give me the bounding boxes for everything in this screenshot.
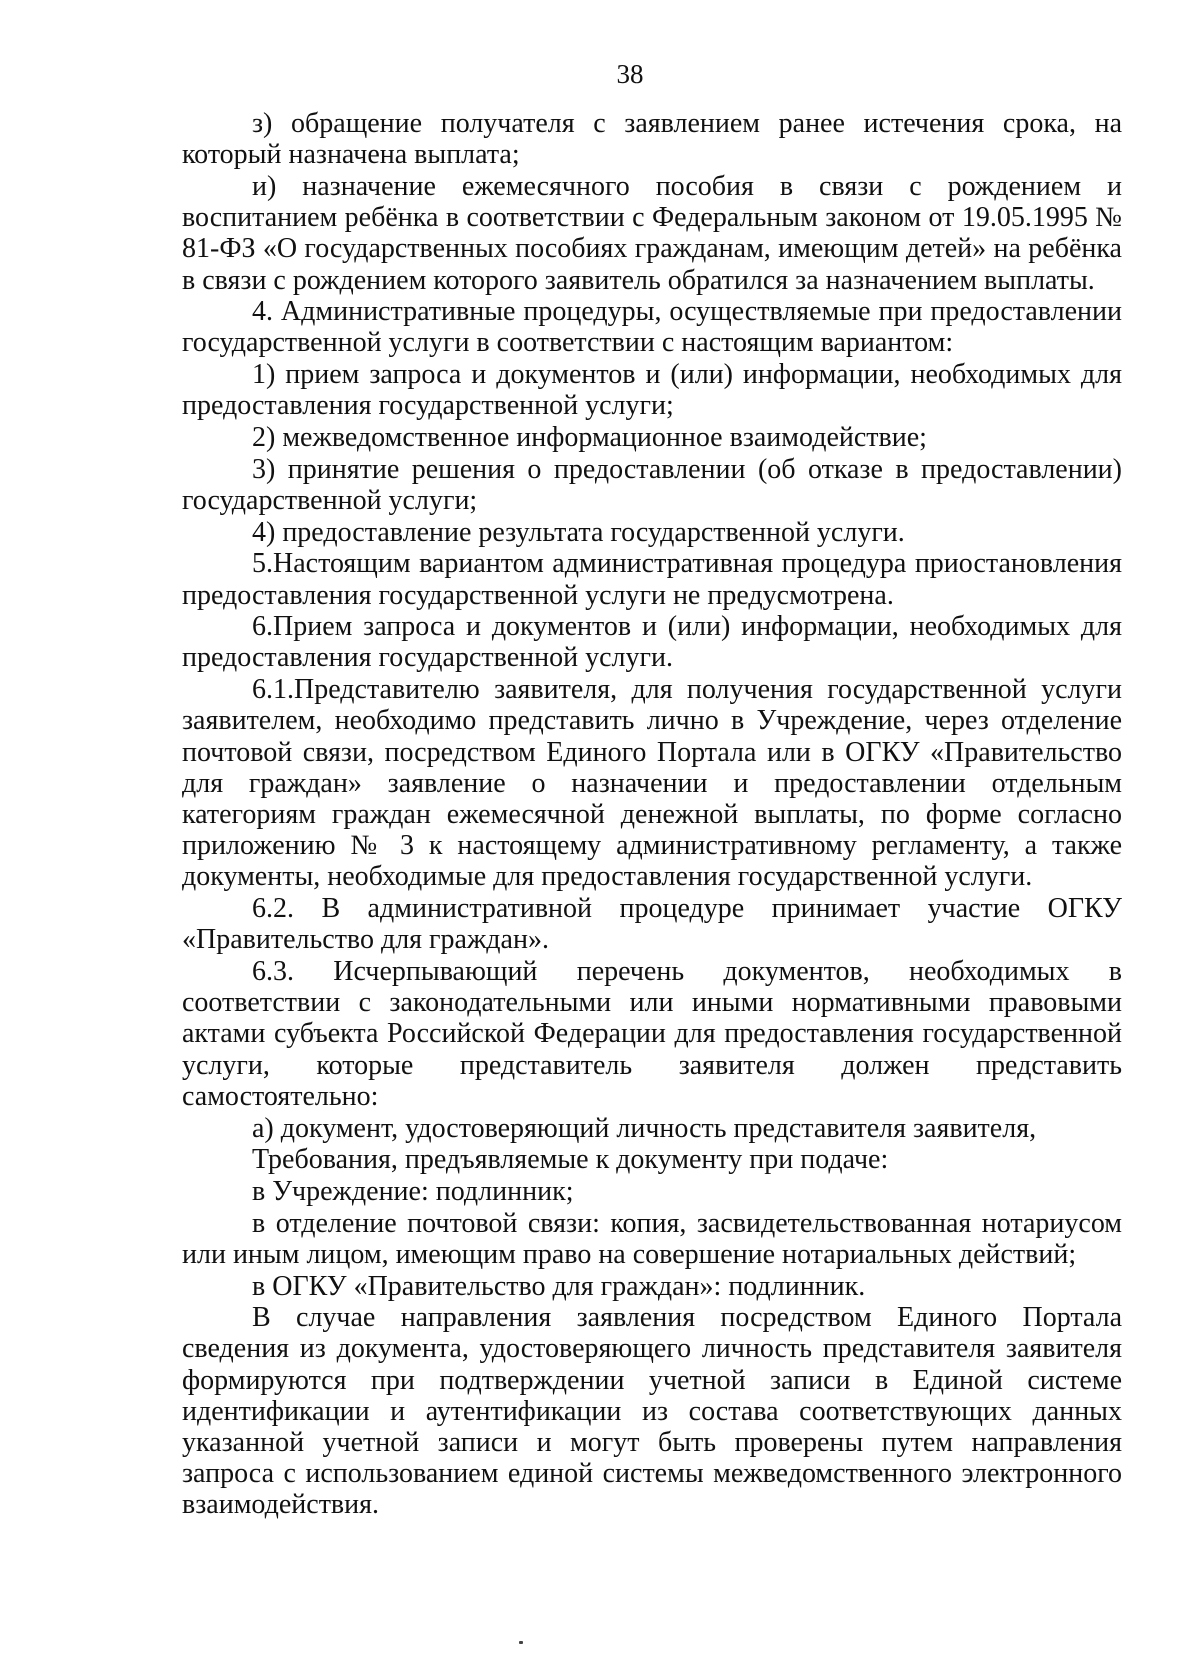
paragraph-6-3: 6.3. Исчерпывающий перечень документов, необходимых в соответствии с законодательными или иными нормативными правовыми актами субъекта Российской Федерации для предоставления государственной услуги, которые представитель заявителя должен представить самостоятельно: xyxy=(182,955,1122,1112)
page-number: 38 xyxy=(616,59,644,89)
paragraph-6: 6.Прием запроса и документов и (или) информации, необходимых для предоставления государственной услуги. xyxy=(182,611,1122,674)
paragraph-institution: в Учреждение: подлинник; xyxy=(252,1175,574,1207)
paragraph-portal: В случае направления заявления посредством Единого Портала сведения из документа, удостоверяющего личность представителя заявителя формируются при подтверждении учетной записи в Единой системе идентификации и аутентификации из состава соответствующих данных указанной учетной записи и могут быть проверены путем направления запроса с использованием единой системы межведомственного электронного взаимодействия. xyxy=(182,1302,1122,1521)
paragraph-post-office: в отделение почтовой связи: копия, засвидетельствованная нотариусом или иным лицом, имеющим право на совершение нотариальных действий; xyxy=(182,1207,1122,1270)
paragraph-z: з) обращение получателя с заявлением ранее истечения срока, на который назначена выплата; xyxy=(182,108,1122,171)
paragraph-4-3: 3) принятие решения о предоставлении (об отказе в предоставлении) государственной услуги; xyxy=(182,453,1122,516)
paragraph-4-1: 1) прием запроса и документов и (или) информации, необходимых для предоставления государственной услуги; xyxy=(182,359,1122,422)
paragraph-i: и) назначение ежемесячного пособия в связи с рождением и воспитанием ребёнка в соответствии с Федеральным законом от 19.05.1995 № 81-ФЗ «О государственных пособиях гражданам, имеющим детей» на ребёнка в связи с рождением которого заявитель обратился за назначением выплаты. xyxy=(182,170,1122,296)
paragraph-4-2: 2) межведомственное информационное взаимодействие; xyxy=(252,422,927,454)
paragraph-6-1: 6.1.Представителю заявителя, для получения государственной услуги заявителем, необходимо представить лично в Учреждение, через отделение почтовой связи, посредством Единого Портала или в ОГКУ «Правительство для граждан» заявление о назначении и предоставлении отдельным категориям граждан ежемесячной денежной выплаты, по форме согласно приложению № 3 к настоящему административному регламенту, а также документы, необходимые для предоставления государственной услуги. xyxy=(182,674,1122,893)
paragraph-5: 5.Настоящим вариантом административная процедура приостановления предоставления государственной услуги не предусмотрена. xyxy=(182,548,1122,611)
paragraph-6-2: 6.2. В административной процедуре принимает участие ОГКУ «Правительство для граждан». xyxy=(182,893,1122,956)
document-body xyxy=(182,108,1122,1521)
paragraph-a-document: а) документ, удостоверяющий личность представителя заявителя, xyxy=(252,1112,1037,1144)
paragraph-requirements: Требования, предъявляемые к документу при подаче: xyxy=(252,1144,889,1176)
paragraph-4-4: 4) предоставление результата государственной услуги. xyxy=(252,516,905,548)
scan-speck xyxy=(519,1641,523,1644)
paragraph-4-procedures: 4. Административные процедуры, осуществляемые при предоставлении государственной услуги в соответствии с настоящим вариантом: xyxy=(182,296,1122,359)
paragraph-ogku: в ОГКУ «Правительство для граждан»: подлинник. xyxy=(252,1270,866,1302)
